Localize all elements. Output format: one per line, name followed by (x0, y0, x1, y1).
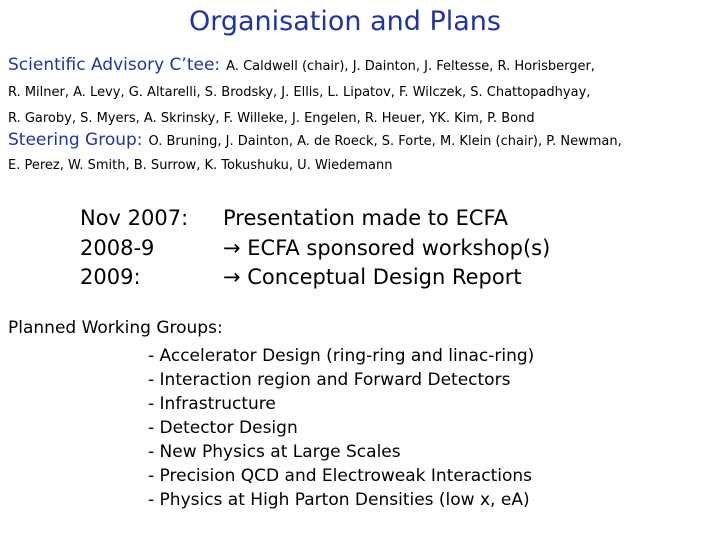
steering-group-label: Steering Group: (8, 130, 143, 150)
working-groups-list (148, 344, 534, 512)
timeline-event: → ECFA sponsored workshop(s) (223, 235, 551, 260)
list-item: - New Physics at Large Scales (148, 442, 401, 462)
timeline-row (80, 234, 550, 264)
list-item: - Precision QCD and Electroweak Interactions (148, 466, 532, 486)
advisory-members-2: R. Milner, A. Levy, G. Altarelli, S. Brodsky, J. Ellis, L. Lipatov, F. Wilczek, S. Chattopadhyay, (8, 85, 591, 100)
timeline-date: 2009: (80, 265, 141, 289)
advisory-committee-label: Scientific Advisory C’tee: (8, 55, 221, 75)
list-item: - Detector Design (148, 418, 298, 438)
advisory-committee-section (8, 52, 714, 132)
timeline-row (80, 263, 550, 293)
list-item: - Accelerator Design (ring-ring and linac-ring) (148, 346, 535, 366)
timeline-event: Presentation made to ECFA (223, 206, 509, 230)
advisory-line-1 (8, 52, 714, 80)
steering-members-2: E. Perez, W. Smith, B. Surrow, K. Tokushuku, U. Wiedemann (8, 158, 393, 173)
timeline (80, 204, 550, 293)
steering-line-1 (8, 128, 714, 154)
timeline-row (80, 204, 550, 234)
timeline-date: Nov 2007: (80, 206, 189, 230)
working-groups-title: Planned Working Groups: (8, 318, 223, 338)
list-item: - Physics at High Parton Densities (low x, eA) (148, 490, 530, 510)
timeline-date: 2008-9 (80, 235, 155, 260)
timeline-event: → Conceptual Design Report (223, 265, 522, 289)
steering-group-section (8, 128, 714, 178)
list-item: - Interaction region and Forward Detectors (148, 370, 511, 390)
steering-members-1: O. Bruning, J. Dainton, A. de Roeck, S. Forte, M. Klein (chair), P. Newman, (148, 134, 622, 149)
advisory-members-1: A. Caldwell (chair), J. Dainton, J. Feltesse, R. Horisberger, (226, 59, 595, 74)
advisory-members-3: R. Garoby, S. Myers, A. Skrinsky, F. Willeke, J. Engelen, R. Heuer, YK. Kim, P. Bond (8, 111, 535, 126)
list-item: - Infrastructure (148, 394, 276, 414)
slide-title: Organisation and Plans (189, 6, 501, 37)
